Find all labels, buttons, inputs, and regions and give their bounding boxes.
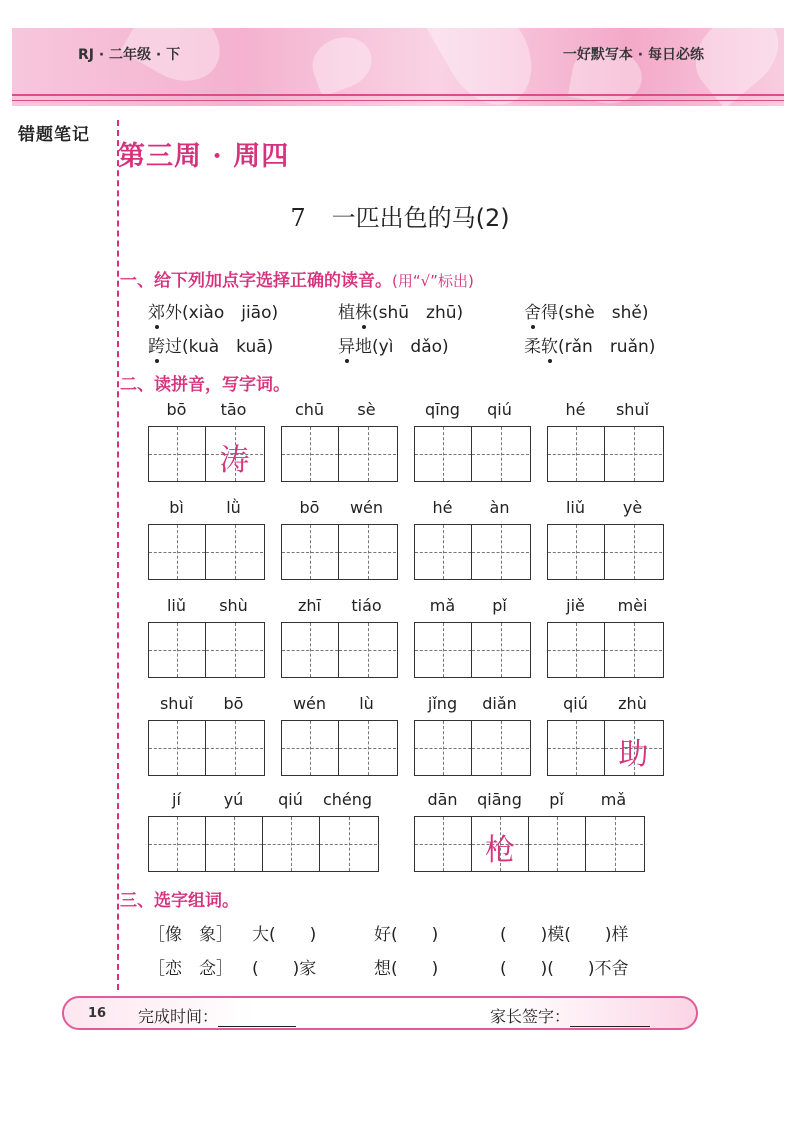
writing-cell[interactable] <box>206 721 263 775</box>
writing-cell[interactable] <box>605 525 662 579</box>
writing-cell[interactable] <box>586 817 643 871</box>
lesson-number: 7 <box>290 204 306 232</box>
completion-time-field[interactable] <box>138 1004 296 1027</box>
section2-title: 二、读拼音，写字词。 <box>120 375 290 395</box>
pinyin-label: pǐ <box>549 790 564 809</box>
writing-grid <box>414 816 645 872</box>
pinyin-label: mèi <box>617 596 648 615</box>
pinyin-label: qiú <box>487 400 512 419</box>
fill-blank[interactable]: ( )模( )样 <box>500 925 629 945</box>
writing-cell[interactable] <box>149 817 206 871</box>
pinyin-label: shuǐ <box>615 400 650 419</box>
pinyin-label: dān <box>427 790 458 809</box>
pinyin-label: hé <box>432 498 453 517</box>
page-header <box>12 28 784 106</box>
pinyin-label: mǎ <box>600 790 627 809</box>
written-char: 枪 <box>485 833 515 868</box>
writing-cell[interactable] <box>415 817 472 871</box>
dotted-char: 跨 <box>148 337 165 357</box>
writing-grid <box>148 816 379 872</box>
pinyin-label: qiú <box>563 694 588 713</box>
pinyin-label: qīng <box>425 400 460 419</box>
pinyin-label: hé <box>565 400 586 419</box>
writing-grid <box>547 720 664 776</box>
pinyin-label: wén <box>292 694 327 713</box>
writing-cell[interactable] <box>605 427 662 481</box>
writing-grid <box>414 426 531 482</box>
pinyin-label: bì <box>169 498 184 517</box>
writing-cell[interactable] <box>282 721 339 775</box>
writing-cell[interactable] <box>605 721 662 775</box>
writing-grid <box>281 720 398 776</box>
writing-cell[interactable] <box>472 817 529 871</box>
pinyin-label: yú <box>223 790 244 809</box>
pinyin-label: jiě <box>566 596 585 615</box>
writing-cell[interactable] <box>149 427 206 481</box>
pinyin-label: lù <box>359 694 374 713</box>
writing-cell[interactable] <box>339 427 396 481</box>
writing-cell[interactable] <box>548 427 605 481</box>
writing-cell[interactable] <box>282 525 339 579</box>
writing-grid <box>414 524 531 580</box>
dotted-char: 异 <box>338 337 355 357</box>
writing-cell[interactable] <box>472 525 529 579</box>
pinyin-label: liǔ <box>565 498 586 517</box>
mistake-notes-label: 错题笔记 <box>18 125 90 145</box>
writing-cell[interactable] <box>206 817 263 871</box>
pronunciation-item <box>148 332 273 357</box>
writing-cell[interactable] <box>548 623 605 677</box>
writing-cell[interactable] <box>472 721 529 775</box>
pinyin-label: sè <box>357 400 376 419</box>
writing-cell[interactable] <box>320 817 377 871</box>
pinyin-label: zhù <box>618 694 647 713</box>
writing-cell[interactable] <box>282 427 339 481</box>
completion-time-label: 完成时间： <box>138 1007 219 1026</box>
pronunciation-item <box>338 332 449 357</box>
writing-cell[interactable] <box>472 427 529 481</box>
word-char: 外 <box>165 303 182 323</box>
writing-cell[interactable] <box>415 721 472 775</box>
fill-blank[interactable]: 想( ) <box>374 959 439 979</box>
pinyin-label: wén <box>349 498 384 517</box>
writing-cell[interactable] <box>415 623 472 677</box>
dotted-char: 软 <box>541 337 558 357</box>
writing-cell[interactable] <box>548 525 605 579</box>
writing-cell[interactable] <box>206 525 263 579</box>
pinyin-label: lǜ <box>226 498 241 517</box>
pinyin-label: liǔ <box>166 596 187 615</box>
writing-cell[interactable] <box>548 721 605 775</box>
writing-cell[interactable] <box>472 623 529 677</box>
fill-blank[interactable]: 好( ) <box>374 925 439 945</box>
pinyin-label: mǎ <box>429 596 456 615</box>
writing-cell[interactable] <box>339 623 396 677</box>
fill-blank[interactable]: 大( ) <box>252 925 317 945</box>
week-title: 第三周 · 周四 <box>118 141 290 172</box>
pinyin-label: tiáo <box>351 596 382 615</box>
pinyin-label: yè <box>622 498 643 517</box>
pronunciation-item <box>338 298 463 323</box>
pinyin-label: shù <box>219 596 248 615</box>
fill-blank[interactable]: ( )家 <box>252 959 317 979</box>
writing-cell[interactable] <box>206 427 263 481</box>
pinyin-label: qiú <box>278 790 303 809</box>
pinyin-label: jǐng <box>427 694 458 713</box>
written-char: 助 <box>618 737 649 772</box>
writing-grid <box>148 524 265 580</box>
page-footer <box>62 996 698 1030</box>
pronunciation-item <box>524 332 655 357</box>
writing-grid <box>281 426 398 482</box>
header-grade: RJ · 二年级 · 下 <box>78 47 181 63</box>
writing-grid <box>148 426 265 482</box>
dotted-char: 郊 <box>148 303 165 323</box>
char-options: ［像 象］ <box>148 925 233 945</box>
word-char: 地 <box>355 337 372 357</box>
fill-blank[interactable]: ( )( )不舍 <box>500 959 629 979</box>
pinyin-label: qiāng <box>477 790 522 809</box>
writing-grid <box>547 524 664 580</box>
writing-grid <box>148 622 265 678</box>
word-char: 过 <box>165 337 182 357</box>
writing-grid <box>281 524 398 580</box>
pronunciation-item <box>524 298 648 323</box>
writing-grid <box>281 622 398 678</box>
writing-grid <box>547 622 664 678</box>
writing-cell[interactable] <box>206 623 263 677</box>
pinyin-label: chéng <box>322 790 373 809</box>
pinyin-label: zhī <box>298 596 321 615</box>
section1-heading: 一、给下列加点字选择正确的读音。 <box>120 271 392 291</box>
pinyin-options[interactable]: (shū zhū) <box>372 303 464 323</box>
writing-cell[interactable] <box>149 623 206 677</box>
pinyin-label: chū <box>294 400 325 419</box>
writing-grid <box>414 720 531 776</box>
parent-signature-label: 家长签字： <box>490 1007 571 1026</box>
writing-cell[interactable] <box>339 721 396 775</box>
pinyin-label: bō <box>166 400 187 419</box>
writing-grid <box>148 720 265 776</box>
writing-cell[interactable] <box>263 817 320 871</box>
pinyin-label: tāo <box>220 400 247 419</box>
pronunciation-item <box>148 298 278 323</box>
section1-title <box>120 266 474 291</box>
parent-signature-field[interactable] <box>490 1004 650 1027</box>
pinyin-label: shuǐ <box>159 694 194 713</box>
pinyin-label: àn <box>489 498 510 517</box>
section3-title: 三、选字组词。 <box>120 891 239 911</box>
pinyin-label: pǐ <box>492 596 507 615</box>
writing-cell[interactable] <box>415 525 472 579</box>
writing-cell[interactable] <box>415 427 472 481</box>
pinyin-label: bō <box>299 498 320 517</box>
pinyin-options[interactable]: (shè shě) <box>558 303 649 323</box>
pinyin-options[interactable]: (rǎn ruǎn) <box>558 337 656 357</box>
header-series: 一好默写本 · 每日必练 <box>562 47 704 63</box>
lesson-title <box>0 198 800 233</box>
writing-grid <box>547 426 664 482</box>
writing-cell[interactable] <box>605 623 662 677</box>
writing-cell[interactable] <box>529 817 586 871</box>
dotted-char: 株 <box>355 303 372 323</box>
word-char: 得 <box>541 303 558 323</box>
pinyin-label: jí <box>172 790 181 809</box>
pinyin-label: bō <box>223 694 244 713</box>
word-char: 柔 <box>524 337 541 357</box>
written-char: 涛 <box>219 443 250 478</box>
section1-note: (用“√”标出) <box>392 272 474 290</box>
writing-cell[interactable] <box>149 525 206 579</box>
writing-grid <box>414 622 531 678</box>
char-options: ［恋 念］ <box>148 959 233 979</box>
writing-cell[interactable] <box>339 525 396 579</box>
word-char: 植 <box>338 303 355 323</box>
writing-cell[interactable] <box>149 721 206 775</box>
page-number: 16 <box>88 1006 107 1021</box>
pinyin-options[interactable]: (yì dǎo) <box>372 337 449 357</box>
lesson-name: 一匹出色的马(2) <box>331 204 510 232</box>
dotted-char: 舍 <box>524 303 541 323</box>
pinyin-options[interactable]: (xiào jiāo) <box>182 303 279 323</box>
pinyin-options[interactable]: (kuà kuā) <box>182 337 274 357</box>
sidebar-divider <box>117 120 119 990</box>
pinyin-label: diǎn <box>482 694 517 713</box>
writing-cell[interactable] <box>282 623 339 677</box>
